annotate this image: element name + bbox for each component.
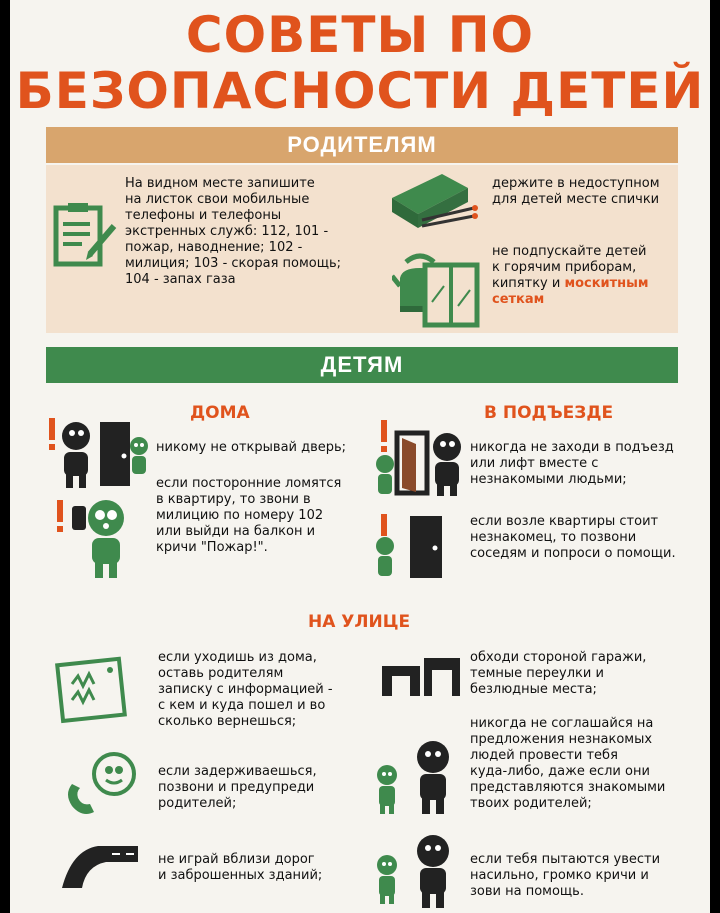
poster-title-line1: СОВЕТЫ ПО — [185, 6, 535, 64]
note-icon — [50, 656, 130, 724]
poster-title-line2: БЕЗОПАСНОСТИ ДЕТЕЙ — [15, 62, 705, 120]
street-tip-strangers: никогда не соглашайся на предложения незнакомых людей провести тебя куда-либо, даже если они представляются знакомыми твоих родителей; — [470, 716, 666, 811]
kids-header-bar: ДЕТЯМ — [46, 347, 678, 383]
child-figure-icon — [370, 854, 404, 906]
warning-icon — [378, 420, 390, 454]
parents-tip-hot — [492, 244, 682, 308]
street-heading: НА УЛИЦЕ — [308, 612, 411, 632]
stranger-figure-icon — [52, 420, 100, 490]
street-tip-shout: если тебя пытаются увести насильно, громко кричи и зови на помощь. — [470, 852, 661, 899]
entrance-tip-strangers: никогда не заходи в подъезд или лифт вместе с незнакомыми людьми; — [470, 440, 674, 487]
child-figure-icon — [370, 454, 400, 500]
child-figure-icon — [370, 536, 400, 582]
parents-tip-hot-text: не подпускайте детей к горячим приборам, кипятку и — [492, 244, 647, 291]
phone-icon — [58, 750, 142, 820]
street-tip-garages: обходи стороной гаражи, темные переулки и безлюдные места; — [470, 650, 647, 697]
safety-poster — [10, 0, 710, 913]
parents-tip-hot-accent1: москитным — [564, 276, 649, 291]
home-heading: ДОМА — [190, 403, 250, 423]
stranger-figure-icon — [408, 740, 458, 816]
entrance-tip-neighbours: если возле квартиры стоит незнакомец, то позвони соседям и попроси о помощи. — [470, 514, 676, 561]
street-tip-roads: не играй вблизи дорог и заброшенных зданий; — [158, 852, 323, 883]
parents-header-bar: РОДИТЕЛЯМ — [46, 127, 678, 163]
stranger-figure-icon — [424, 432, 470, 498]
parents-tip-hot-accent2: сеткам — [492, 292, 545, 307]
street-tip-call: если задерживаешься, позвони и предупреди родителей; — [158, 764, 317, 811]
checklist-icon — [50, 200, 120, 270]
road-icon — [58, 840, 142, 890]
garage-icon — [380, 652, 464, 700]
door-icon — [408, 514, 448, 580]
matchbox-icon — [382, 168, 482, 238]
stranger-figure-icon — [408, 834, 458, 910]
child-figure-icon — [124, 436, 154, 476]
parents-tip-phones: На видном месте запишите на листок свои мобильные телефоны и телефоны экстренных служб: 112, 101 - пожар, наводнение; 102 - милиция; 103 - скорая помощь; 104 - запах газа — [125, 176, 342, 287]
home-tip-door: никому не открывай дверь; — [156, 440, 347, 455]
home-tip-break-in: если посторонние ломятся в квартиру, то звони в милицию по номеру 102 или выйди на балкон и кричи "Пожар!". — [156, 476, 342, 555]
entrance-heading: В ПОДЪЕЗДЕ — [484, 403, 614, 423]
warning-icon — [54, 500, 66, 534]
street-tip-note: если уходишь из дома, оставь родителям записку с информацией - с кем и куда пошел и во сколько вернешься; — [158, 650, 333, 729]
parents-tip-matches: держите в недоступном для детей месте спички — [492, 176, 660, 207]
child-figure-icon — [82, 498, 130, 580]
child-figure-icon — [370, 764, 404, 816]
window-icon — [422, 262, 480, 328]
